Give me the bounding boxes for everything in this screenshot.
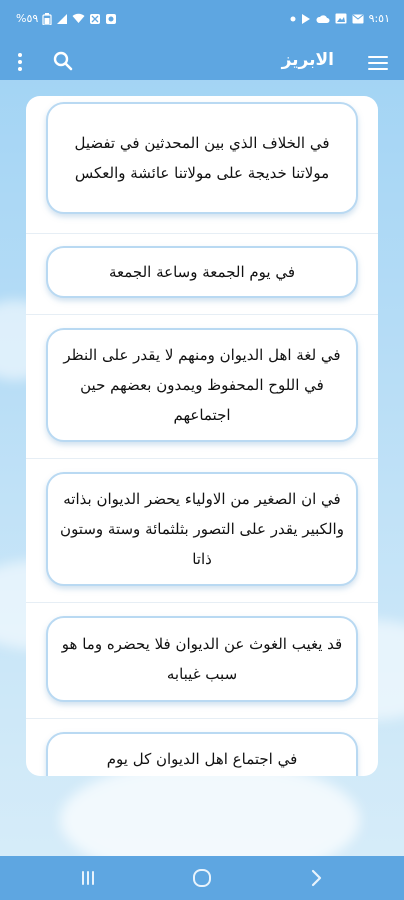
status-right (290, 12, 390, 25)
notification-dot-icon (290, 16, 296, 22)
status-time: ٩:٥١ (368, 12, 390, 25)
back-icon[interactable] (304, 866, 328, 890)
list-divider (26, 233, 378, 234)
list-item[interactable] (46, 102, 358, 214)
wifi-icon (72, 13, 85, 24)
list-item[interactable] (46, 472, 358, 586)
list-item[interactable] (46, 328, 358, 442)
system-nav-bar (0, 856, 404, 900)
more-options-icon[interactable] (16, 50, 24, 74)
menu-icon[interactable] (368, 52, 388, 70)
list-item-text: قد يغيب الغوث عن الديوان فلا يحضره وما هو سبب غيبابه (61, 635, 343, 683)
status-left (16, 12, 117, 25)
list-divider (26, 718, 378, 719)
status-bar (0, 0, 404, 44)
list-divider (26, 458, 378, 459)
play-icon (301, 13, 311, 25)
list-item-text: في يوم الجمعة وساعة الجمعة (108, 263, 296, 281)
list-item[interactable] (46, 616, 358, 702)
gallery-icon (335, 13, 347, 24)
list-item-text: في لغة اهل الديوان ومنهم لا يقدر على النظر في اللوح المحفوظ ويمدون بعضهم حين اجتماعهم (63, 346, 341, 424)
home-icon[interactable] (190, 866, 214, 890)
content-panel (26, 96, 378, 776)
search-icon[interactable] (53, 51, 73, 71)
list-item-text: في ان الصغير من الاولياء يحضر الديوان بذاته والكبير يقدر على التصور بثلثمائة وستة وستون ذاتا (60, 490, 344, 568)
list-divider (26, 602, 378, 603)
battery-percent: %٥٩ (16, 12, 39, 25)
app-bar (0, 44, 404, 80)
list-item-text: في اجتماع اهل الديوان كل يوم (106, 750, 298, 768)
recent-apps-icon[interactable] (76, 866, 100, 890)
cloud-icon (316, 14, 330, 24)
mute-icon (89, 13, 101, 25)
signal-icon (56, 13, 68, 25)
alarm-icon (105, 13, 117, 25)
list-divider (26, 314, 378, 315)
list-item[interactable] (46, 246, 358, 298)
app-title: الابريز (281, 50, 334, 70)
battery-icon (42, 13, 52, 25)
list-item[interactable] (46, 732, 358, 776)
list-item-text: في الخلاف الذي بين المحدثين في تفضيل مولاتنا خديجة على مولاتنا عائشة والعكس (74, 134, 330, 182)
email-icon (352, 14, 364, 24)
